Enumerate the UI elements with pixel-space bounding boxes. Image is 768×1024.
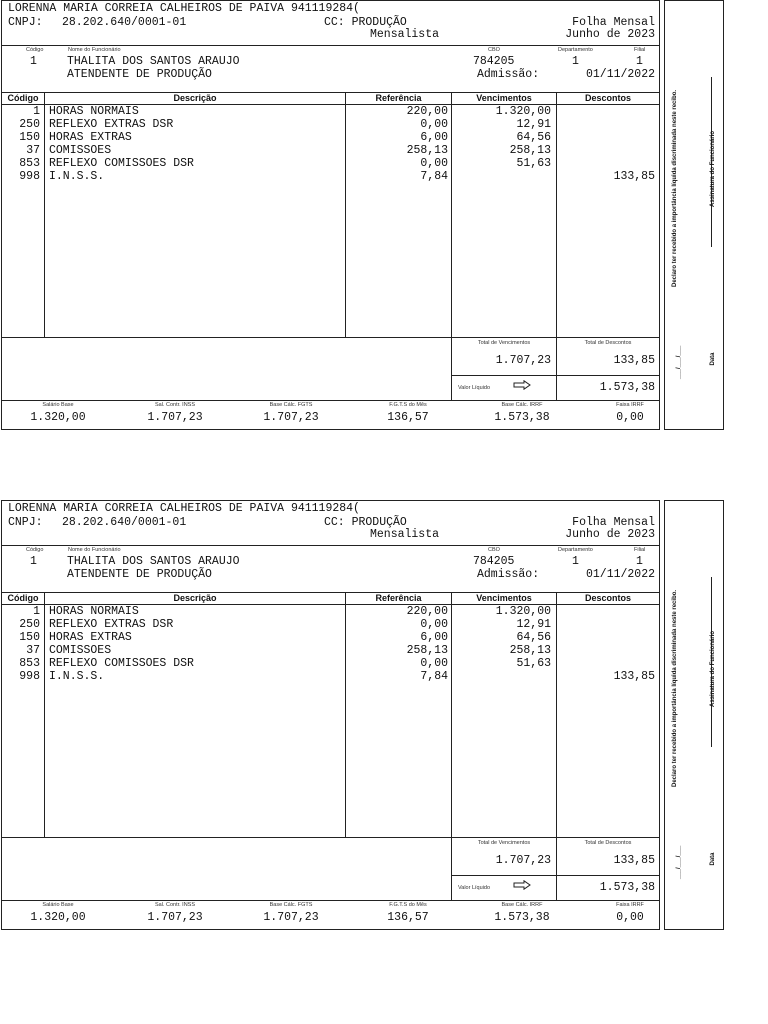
footer-label: Base Cálc. FGTS (269, 402, 313, 408)
signature-label: Assinatura do Funcionário (710, 131, 716, 208)
department-value: 1 (572, 555, 579, 568)
footer-value: 1.320,00 (30, 911, 86, 924)
footer-label: Salário Base (42, 902, 74, 908)
cnpj-label: CNPJ: (8, 516, 43, 529)
row-earnings: 51,63 (516, 157, 551, 170)
footer-label: Base Cálc. FGTS (269, 902, 313, 908)
footer-label: Base Cálc. IRRF (501, 902, 543, 908)
payslip-main-panel (1, 500, 660, 930)
row-earnings: 258,13 (509, 144, 551, 157)
cbo-label: CBO (488, 547, 500, 553)
col-header-code: Código (7, 93, 39, 103)
table-row (2, 144, 659, 157)
employee-code: 1 (30, 555, 37, 568)
row-code: 250 (19, 118, 40, 131)
cost-center: CC: PRODUÇÃO (324, 516, 407, 529)
net-pay-value: 1.573,38 (599, 881, 655, 894)
table-row (2, 618, 659, 631)
row-code: 1 (33, 605, 40, 618)
department-label: Departamento (558, 547, 593, 553)
footer-value: 1.573,38 (494, 411, 550, 424)
row-code: 998 (19, 670, 40, 683)
code-label: Código (26, 47, 44, 53)
employee-role: ATENDENTE DE PRODUÇÃO (67, 68, 212, 81)
row-description: I.N.S.S. (49, 670, 105, 683)
footer-label: Salário Base (42, 402, 74, 408)
total-deductions-value: 133,85 (613, 854, 655, 867)
footer-value: 0,00 (616, 911, 644, 924)
row-description: REFLEXO EXTRAS DSR (49, 618, 174, 631)
row-earnings: 12,91 (516, 618, 551, 631)
row-code: 150 (19, 631, 40, 644)
col-header-earnings: Vencimentos (476, 93, 532, 103)
table-row (2, 670, 659, 683)
payslip-copy-1 (0, 0, 768, 436)
net-pay-label: Valor Líquido (458, 885, 491, 891)
employee-category: Mensalista (370, 528, 440, 541)
cbo-value: 784205 (473, 555, 515, 568)
total-deductions-label: Total de Descontos (584, 340, 632, 346)
department-label: Departamento (558, 47, 593, 53)
branch-label: Filial (634, 47, 646, 53)
row-reference: 0,00 (420, 657, 448, 670)
col-header-description: Descrição (173, 593, 217, 603)
total-deductions-label: Total de Descontos (584, 840, 632, 846)
row-reference: 7,84 (420, 670, 448, 683)
employee-name: THALITA DOS SANTOS ARAUJO (67, 55, 240, 68)
footer-value: 1.573,38 (494, 911, 550, 924)
employee-category: Mensalista (370, 28, 440, 41)
row-code: 998 (19, 170, 40, 183)
footer-label: Sal. Contr. INSS (154, 402, 196, 408)
document-type: Folha Mensal (572, 516, 655, 529)
date-blank: ___/___/___ (676, 845, 682, 879)
row-description: HORAS NORMAIS (49, 105, 139, 118)
row-description: REFLEXO EXTRAS DSR (49, 118, 174, 131)
row-reference: 0,00 (420, 618, 448, 631)
table-row (2, 105, 659, 118)
row-reference: 7,84 (420, 170, 448, 183)
col-header-description: Descrição (173, 93, 217, 103)
admission-date: 01/11/2022 (585, 568, 655, 581)
col-header-code: Código (7, 593, 39, 603)
total-deductions-value: 133,85 (613, 354, 655, 367)
row-description: I.N.S.S. (49, 170, 105, 183)
row-earnings: 1.320,00 (495, 605, 551, 618)
row-deductions: 133,85 (613, 170, 655, 183)
footer-label: F.G.T.S do Mês (389, 902, 427, 908)
total-earnings-value: 1.707,23 (495, 854, 551, 867)
row-description: REFLEXO COMISSOES DSR (49, 657, 194, 670)
row-description: HORAS EXTRAS (49, 131, 132, 144)
earnings-table-body (2, 105, 659, 183)
branch-value: 1 (636, 55, 643, 68)
branch-value: 1 (636, 555, 643, 568)
receipt-declaration: Declaro ter recebido a importância líquida discriminada neste recibo. (672, 89, 678, 287)
date-label: Data (710, 352, 716, 366)
footer-value: 136,57 (387, 911, 429, 924)
arrow-right-icon (513, 880, 531, 890)
footer-value: 136,57 (387, 411, 429, 424)
row-earnings: 64,56 (516, 131, 551, 144)
cbo-value: 784205 (473, 55, 515, 68)
row-code: 1 (33, 105, 40, 118)
row-reference: 258,13 (406, 144, 448, 157)
row-earnings: 12,91 (516, 118, 551, 131)
cnpj-value: 28.202.640/0001-01 (62, 16, 187, 29)
tax-base-footer (2, 402, 659, 430)
row-deductions: 133,85 (613, 670, 655, 683)
cnpj-value: 28.202.640/0001-01 (62, 516, 187, 529)
total-earnings-value: 1.707,23 (495, 354, 551, 367)
payroll-period: Junho de 2023 (565, 28, 655, 41)
footer-value: 1.320,00 (30, 411, 86, 424)
table-row (2, 170, 659, 183)
col-header-reference: Referência (375, 93, 422, 103)
cbo-label: CBO (488, 47, 500, 53)
payslip-copy-2 (0, 500, 768, 936)
row-earnings: 51,63 (516, 657, 551, 670)
footer-label: Faixa IRRF (616, 402, 644, 408)
row-code: 853 (19, 657, 40, 670)
col-header-earnings: Vencimentos (476, 593, 532, 603)
row-code: 37 (26, 144, 40, 157)
footer-label: Sal. Contr. INSS (154, 902, 196, 908)
total-earnings-label: Total de Vencimentos (477, 340, 531, 346)
table-row (2, 118, 659, 131)
date-blank: ___/___/___ (676, 345, 682, 379)
row-description: HORAS NORMAIS (49, 605, 139, 618)
employee-role: ATENDENTE DE PRODUÇÃO (67, 568, 212, 581)
row-reference: 0,00 (420, 118, 448, 131)
payslip-main-panel (1, 0, 660, 430)
footer-value: 1.707,23 (147, 411, 203, 424)
row-code: 150 (19, 131, 40, 144)
row-reference: 6,00 (420, 131, 448, 144)
col-header-deductions: Descontos (584, 593, 631, 603)
row-reference: 6,00 (420, 631, 448, 644)
footer-label: Faixa IRRF (616, 902, 644, 908)
net-pay-value: 1.573,38 (599, 381, 655, 394)
employer-name: LORENNA MARIA CORREIA CALHEIROS DE PAIVA 941119284( (8, 2, 360, 15)
code-label: Código (26, 547, 44, 553)
row-description: COMISSOES (49, 144, 112, 157)
row-description: REFLEXO COMISSOES DSR (49, 157, 194, 170)
table-row (2, 605, 659, 618)
employee-name: THALITA DOS SANTOS ARAUJO (67, 555, 240, 568)
table-row (2, 644, 659, 657)
col-header-deductions: Descontos (584, 93, 631, 103)
arrow-right-icon (513, 380, 531, 390)
total-earnings-label: Total de Vencimentos (477, 840, 531, 846)
receipt-stub (664, 0, 724, 430)
table-row (2, 157, 659, 170)
document-type: Folha Mensal (572, 16, 655, 29)
row-description: COMISSOES (49, 644, 112, 657)
row-earnings: 258,13 (509, 644, 551, 657)
row-code: 250 (19, 618, 40, 631)
admission-date: 01/11/2022 (585, 68, 655, 81)
branch-label: Filial (634, 547, 646, 553)
receipt-declaration: Declaro ter recebido a importância líquida discriminada neste recibo. (672, 589, 678, 787)
cnpj-label: CNPJ: (8, 16, 43, 29)
row-reference: 220,00 (406, 605, 448, 618)
footer-value: 1.707,23 (263, 911, 319, 924)
payroll-period: Junho de 2023 (565, 528, 655, 541)
row-reference: 258,13 (406, 644, 448, 657)
row-code: 37 (26, 644, 40, 657)
footer-label: F.G.T.S do Mês (389, 402, 427, 408)
date-label: Data (710, 852, 716, 866)
employer-name: LORENNA MARIA CORREIA CALHEIROS DE PAIVA 941119284( (8, 502, 360, 515)
row-code: 853 (19, 157, 40, 170)
signature-label: Assinatura do Funcionário (710, 631, 716, 708)
col-header-reference: Referência (375, 593, 422, 603)
department-value: 1 (572, 55, 579, 68)
admission-label: Admissão: (477, 568, 540, 581)
footer-value: 1.707,23 (147, 911, 203, 924)
table-row (2, 631, 659, 644)
employee-name-label: Nome do Funcionário (68, 547, 121, 553)
row-reference: 0,00 (420, 157, 448, 170)
earnings-table-body (2, 605, 659, 683)
cost-center: CC: PRODUÇÃO (324, 16, 407, 29)
row-earnings: 64,56 (516, 631, 551, 644)
net-pay-label: Valor Líquido (458, 385, 491, 391)
employee-code: 1 (30, 55, 37, 68)
footer-value: 0,00 (616, 411, 644, 424)
table-row (2, 131, 659, 144)
table-row (2, 657, 659, 670)
footer-label: Base Cálc. IRRF (501, 402, 543, 408)
tax-base-footer (2, 902, 659, 930)
receipt-stub (664, 500, 724, 930)
employee-name-label: Nome do Funcionário (68, 47, 121, 53)
row-reference: 220,00 (406, 105, 448, 118)
row-description: HORAS EXTRAS (49, 631, 132, 644)
row-earnings: 1.320,00 (495, 105, 551, 118)
footer-value: 1.707,23 (263, 411, 319, 424)
admission-label: Admissão: (477, 68, 540, 81)
